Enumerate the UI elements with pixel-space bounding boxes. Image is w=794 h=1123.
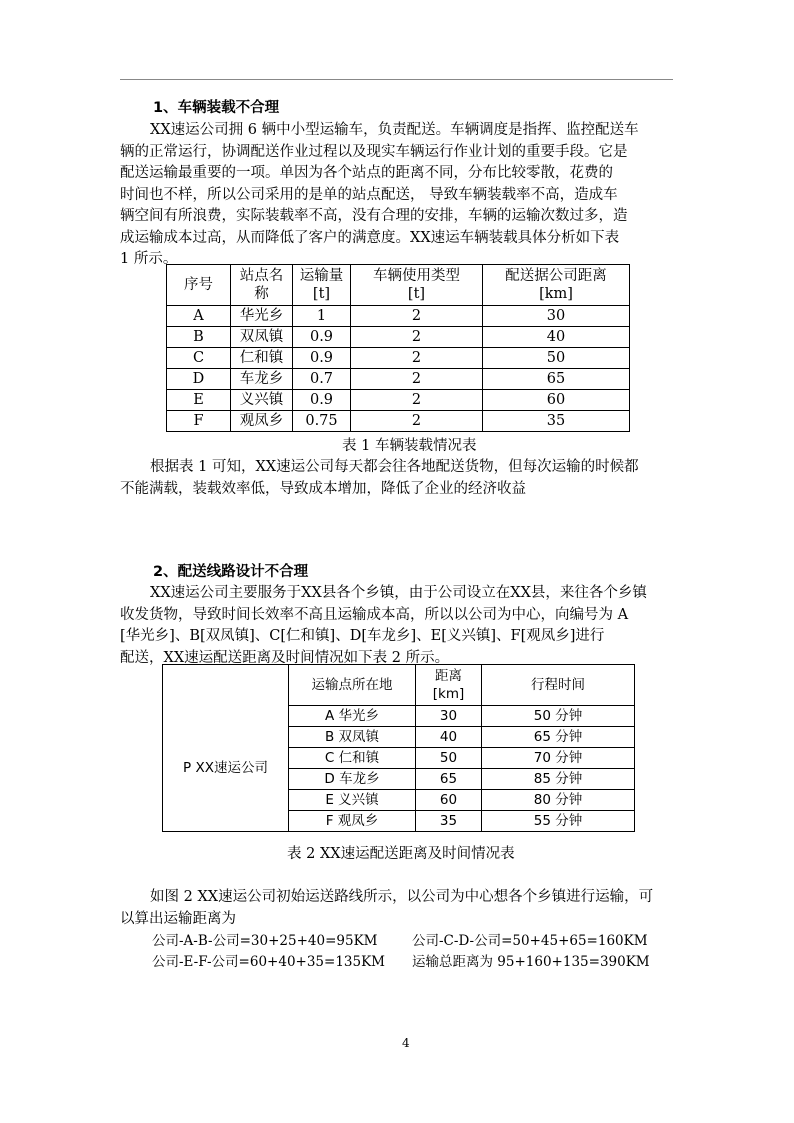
- table-cell: B 双凤镇: [289, 727, 416, 748]
- header-cell: [163, 665, 289, 706]
- paragraph-line: 成运输成本过高，从而降低了客户的满意度。XX速运车辆装载具体分析如下表: [120, 229, 620, 246]
- table-row: [167, 390, 630, 411]
- table-cell: 50: [483, 348, 630, 369]
- table-cell: C 仁和镇: [289, 748, 416, 769]
- table-cell: A 华光乡: [289, 706, 416, 727]
- table-row: [167, 369, 630, 390]
- table-cell: 85 分钟: [482, 769, 635, 790]
- header-cell: 配送据公司距离 [km]: [483, 265, 630, 306]
- table-cell: 2: [351, 369, 483, 390]
- vehicle-loading-table: [166, 264, 630, 432]
- paragraph-line: 辆的正常运行，协调配送作业过程以及现实车辆运行作业计划的重要手段。它是: [120, 143, 628, 160]
- table-cell: 35: [483, 411, 630, 432]
- table-cell: 双凤镇: [231, 327, 293, 348]
- table-cell: 义兴镇: [231, 390, 293, 411]
- table-header-row: [167, 265, 630, 306]
- header-cell: 车辆使用类型 [t]: [351, 265, 483, 306]
- header-rule: [120, 79, 673, 80]
- paragraph-line: 不能满载，装载效率低，导致成本增加，降低了企业的经济收益: [120, 480, 526, 497]
- table1-summary-paragraph: [120, 457, 676, 500]
- route-calc-total: 运输总距离为 95+160+135=390KM: [412, 954, 650, 970]
- table-cell: 车龙乡: [231, 369, 293, 390]
- table-cell: D: [167, 369, 231, 390]
- table-cell: 50 分钟: [482, 706, 635, 727]
- table-cell: 0.9: [293, 327, 351, 348]
- table-cell: 30: [416, 706, 482, 727]
- table-cell: 0.7: [293, 369, 351, 390]
- table-cell: 60: [483, 390, 630, 411]
- table-cell: 30: [483, 306, 630, 327]
- table-cell: D 车龙乡: [289, 769, 416, 790]
- company-cell: P XX速运公司: [163, 706, 289, 832]
- table-cell: 2: [351, 306, 483, 327]
- section2-paragraph: [120, 583, 676, 669]
- header-cell: 距离 [km]: [416, 665, 482, 706]
- table-row: [167, 348, 630, 369]
- route-calc-ab: 公司-A-B-公司=30+25+40=95KM: [152, 933, 378, 949]
- table-cell: 华光乡: [231, 306, 293, 327]
- header-cell: 运输量 [t]: [293, 265, 351, 306]
- table-cell: E: [167, 390, 231, 411]
- paragraph-line: 配送，XX速运配送距离及时间情况如下表 2 所示。: [120, 649, 450, 666]
- table-cell: 1: [293, 306, 351, 327]
- paragraph-line: 辆空间有所浪费，实际装载率不高，没有合理的安排，车辆的运输次数过多，造: [120, 208, 628, 224]
- table-cell: A: [167, 306, 231, 327]
- page-number: 4: [402, 1036, 410, 1050]
- table-row: [167, 306, 630, 327]
- paragraph-line: 如图 2 XX速运公司初始运送路线所示，以公司为中心想各个乡镇进行运输，可: [150, 889, 654, 905]
- route-paragraph: [120, 887, 676, 930]
- table-cell: 40: [416, 727, 482, 748]
- route-calc-cd: 公司-C-D-公司=50+45+65=160KM: [412, 933, 648, 949]
- table-cell: 0.9: [293, 390, 351, 411]
- table-row: [167, 327, 630, 348]
- paragraph-line: XX速运公司拥 6 辆中小型运输车，负责配送。车辆调度是指挥、监控配送车: [150, 122, 639, 138]
- paragraph-line: 时间也不样，所以公司采用的是单的站点配送， 导致车辆装载率不高，造成车: [120, 186, 618, 203]
- table-cell: 2: [351, 390, 483, 411]
- table-cell: 50: [416, 748, 482, 769]
- table-cell: C: [167, 348, 231, 369]
- section1-paragraph: [120, 120, 676, 271]
- table-cell: 观凤乡: [231, 411, 293, 432]
- header-cell: 站点名 称: [231, 265, 293, 306]
- table1-caption: 表 1 车辆装载情况表: [342, 438, 477, 454]
- table-cell: E 义兴镇: [289, 790, 416, 811]
- table-cell: 仁和镇: [231, 348, 293, 369]
- section2-heading: 2、配送线路设计不合理: [153, 564, 309, 580]
- table-cell: 65 分钟: [482, 727, 635, 748]
- table-cell: 80 分钟: [482, 790, 635, 811]
- paragraph-line: 配送运输最重要的一项。单因为各个站点的距离不同，分布比较零散，花费的: [120, 165, 613, 181]
- table-cell: 2: [351, 411, 483, 432]
- paragraph-line: XX速运公司主要服务于XX县各个乡镇，由于公司设立在XX县，来往各个乡镇: [150, 585, 647, 601]
- table-cell: 55 分钟: [482, 811, 635, 832]
- table-cell: 2: [351, 327, 483, 348]
- paragraph-line: 以算出运输距离为: [120, 910, 236, 927]
- table-cell: 35: [416, 811, 482, 832]
- paragraph-line: 收发货物，导致时间长效率不高且运输成本高，所以以公司为中心，向编号为 A: [120, 606, 629, 623]
- table-cell: 0.75: [293, 411, 351, 432]
- table-cell: 0.9: [293, 348, 351, 369]
- table-row: [167, 411, 630, 432]
- route-calc-ef: 公司-E-F-公司=60+40+35=135KM: [152, 954, 386, 970]
- section1-heading: 1、车辆装载不合理: [153, 100, 280, 116]
- table-cell: F 观凤乡: [289, 811, 416, 832]
- header-cell: 运输点所在地: [289, 665, 416, 706]
- paragraph-line: 根据表 1 可知，XX速运公司每天都会往各地配送货物，但每次运输的时候都: [150, 459, 639, 475]
- table-cell: F: [167, 411, 231, 432]
- distance-time-table: [162, 664, 635, 832]
- table-cell: 60: [416, 790, 482, 811]
- header-cell: 行程时间: [482, 665, 635, 706]
- table-cell: 65: [483, 369, 630, 390]
- table2-caption: 表 2 XX速运配送距离及时间情况表: [287, 846, 515, 862]
- header-cell: 序号: [167, 265, 231, 306]
- paragraph-line: [华光乡]、B[双凤镇]、C[仁和镇]、D[车龙乡]、E[义兴镇]、F[观凤乡]进行: [120, 628, 605, 644]
- table-row: [163, 706, 635, 727]
- table-cell: 2: [351, 348, 483, 369]
- table-cell: 70 分钟: [482, 748, 635, 769]
- paragraph-line: 1 所示。: [120, 251, 178, 267]
- table-cell: 40: [483, 327, 630, 348]
- table-cell: B: [167, 327, 231, 348]
- table-header-row: [163, 665, 635, 706]
- table-cell: 65: [416, 769, 482, 790]
